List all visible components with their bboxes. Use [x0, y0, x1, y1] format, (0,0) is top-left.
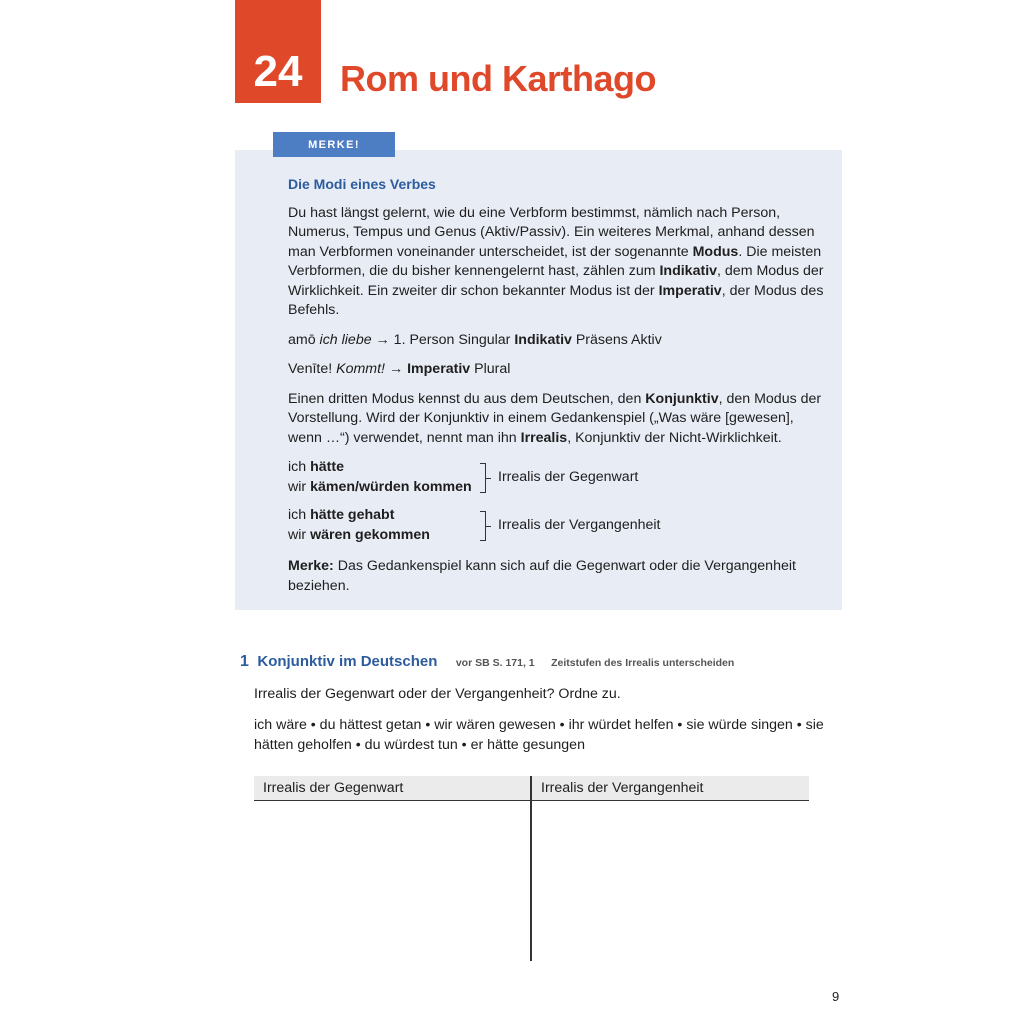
irrealis-present-group: [288, 458, 828, 497]
column-header-present: Irrealis der Gegenwart: [254, 776, 532, 800]
bracket-icon: [480, 511, 486, 541]
irrealis-past-line-2: wir wären gekommen: [288, 526, 430, 543]
example-imperative: Venīte! Kommt! → Imperativ Plural: [288, 361, 511, 377]
answer-cell-present[interactable]: [254, 802, 530, 961]
chapter-number: 24: [253, 47, 303, 96]
exercise-number: 1: [240, 653, 249, 670]
exercise-topic: Zeitstufen des Irrealis unterscheiden: [551, 657, 735, 669]
bracket-icon: [480, 463, 486, 493]
exercise-header: [240, 653, 734, 671]
answer-table: [254, 776, 809, 801]
merke-heading: Die Modi eines Verbes: [288, 176, 436, 192]
example-indicative: amō ich liebe → 1. Person Singular Indikativ Präsens Aktiv: [288, 331, 662, 348]
irrealis-present-line-1: ich hätte: [288, 459, 344, 475]
chapter-number-box: [235, 0, 321, 103]
exercise-title: Konjunktiv im Deutschen: [257, 653, 438, 670]
merke-tag: MERKE!: [273, 132, 395, 157]
chapter-title: Rom und Karthago: [340, 58, 656, 99]
merke-intro-paragraph: Du hast längst gelernt, wie du eine Verbform bestimmst, nämlich nach Person, Numerus, Tempus und Genus (Aktiv/Passiv). Ein weiteres Merkmal, anhand dessen man Verbformen voneinander unterscheidet, ist der sogenannte Modus. Die meisten Verbformen, die du bisher kennengelernt hast, zählen zum Indikativ, dem Modus der Wirklichkeit. Ein zweiter dir schon bekannter Modus ist der Imperativ, der Modus des Befehls.: [288, 204, 824, 318]
irrealis-past-group: [288, 506, 828, 545]
irrealis-present-line-2: wir kämen/würden kommen: [288, 478, 472, 495]
irrealis-past-label: Irrealis der Vergangenheit: [498, 516, 661, 533]
answer-cell-past[interactable]: [532, 802, 809, 961]
page-number: 9: [832, 989, 840, 1004]
column-header-past: Irrealis der Vergangenheit: [541, 780, 704, 796]
irrealis-present-label: Irrealis der Gegenwart: [498, 468, 639, 485]
irrealis-past-line-1: ich hätte gehabt: [288, 507, 395, 523]
exercise-instruction: Irrealis der Gegenwart oder der Vergangenheit? Ordne zu.: [254, 686, 621, 702]
merke-note: Merke: Das Gedankenspiel kann sich auf die Gegenwart oder die Vergangenheit beziehen.: [288, 558, 796, 594]
konjunktiv-paragraph: Einen dritten Modus kennst du aus dem Deutschen, den Konjunktiv, den Modus der Vorstellung. Wird der Konjunktiv in einem Gedankenspiel („Was wäre [gewesen], wenn …“) verwendet, nennt man ihn Irrealis, Konjunktiv der Nicht-Wirklichkeit.: [288, 390, 822, 446]
exercise-reference: vor SB S. 171, 1: [455, 657, 535, 669]
merke-content: [288, 175, 828, 606]
answer-table-header: [254, 776, 809, 801]
exercise-word-list: ich wäre • du hättest getan • wir wären gewesen • ihr würdet helfen • sie würde singen • sie hätten geholfen • du würdest tun • er hätte gesungen: [254, 717, 824, 753]
